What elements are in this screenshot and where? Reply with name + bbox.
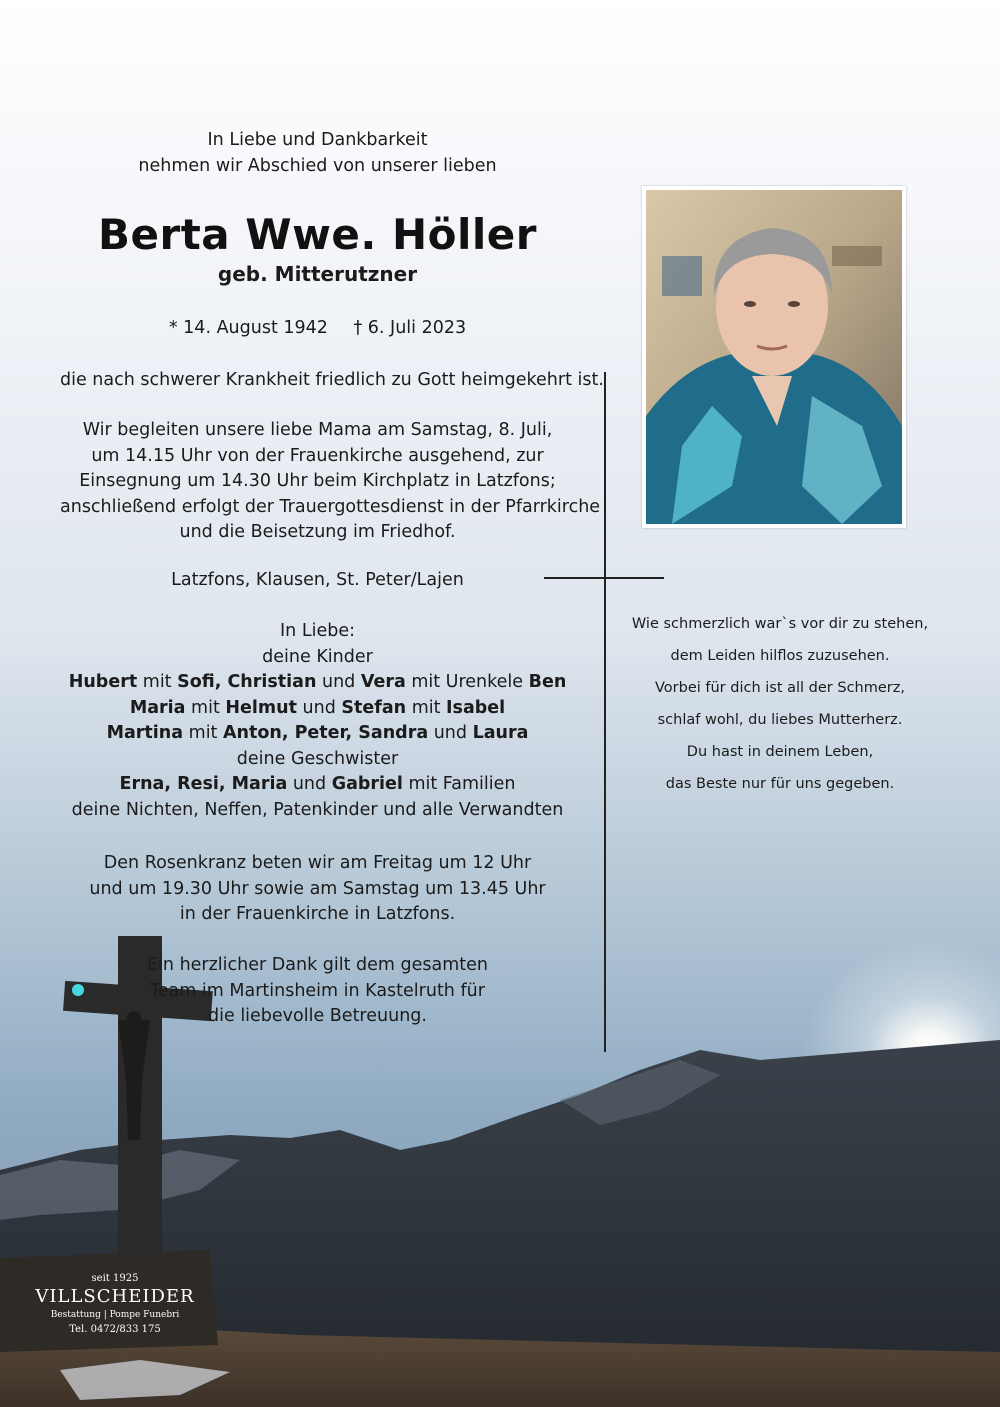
intro-block <box>60 128 575 179</box>
mourners-block <box>60 619 575 823</box>
places-text: Latzfons, Klausen, St. Peter/Lajen <box>171 570 464 590</box>
intro-line-2: nehmen wir Abschied von unserer lieben <box>138 155 497 176</box>
thanks-text: Ein herzlicher Dank gilt dem gesamten Team im Martinsheim in Kastelruth für die liebevolle Betreuung. <box>147 955 488 1026</box>
portrait-image <box>642 186 906 528</box>
mourners-row-1: Hubert mit Sofi, Christian und Vera mit Urenkele Ben <box>68 672 567 692</box>
portrait-photo <box>642 186 906 528</box>
birth-date: * 14. August 1942 <box>168 318 328 338</box>
mourners-row-3: Martina mit Anton, Peter, Sandra und Laura <box>106 723 529 743</box>
children-label: deine Kinder <box>262 646 373 667</box>
rosary-text: Den Rosenkranz beten wir am Freitag um 12 Uhr und um 19.30 Uhr sowie am Samstag um 13.45 Uhr in der Frauenkirche in Latzfons. <box>89 853 546 924</box>
mourners-row-2: Maria mit Helmut und Stefan mit Isabel <box>129 697 506 718</box>
intro-line-1: In Liebe und Dankbarkeit <box>207 130 428 150</box>
poem-block: Wie schmerzlich war`s vor dir zu stehen, dem Leiden hilflos zuzusehen. Vorbei für dich ist all der Schmerz, schlaf wohl, du liebes Mutterherz. Du hast in deinem Leben, das Beste nur für uns gegeben. <box>631 616 929 792</box>
logo-phone: Tel. 0472/833 175 <box>69 1324 161 1335</box>
logo-name: VILLSCHEIDER <box>35 1286 195 1307</box>
birth-name: geb. Mitterutzner <box>217 262 418 286</box>
life-dates <box>60 316 575 342</box>
death-date: † 6. Juli 2023 <box>353 318 467 338</box>
mourners-row-4: Erna, Resi, Maria und Gabriel mit Familien <box>119 774 516 794</box>
funeral-home-logo <box>30 1272 200 1338</box>
funeral-text: Wir begleiten unsere liebe Mama am Samstag, 8. Juli, um 14.15 Uhr von der Frauenkirche ausgehend, zur Einsegnung um 14.30 Uhr beim Kirchplatz in Latzfons; anschließend erfolgt der Trauergottesdienst in der Pfarrkirche und die Beisetzung im Friedhof. <box>60 420 601 542</box>
passing-text: die nach schwerer Krankheit friedlich zu Gott heimgekehrt ist. <box>60 370 604 390</box>
logo-since: seit 1925 <box>91 1273 139 1284</box>
name-block <box>60 210 575 288</box>
siblings-label: deine Geschwister <box>236 748 399 769</box>
logo-subtitle: Bestattung | Pompe Funebri <box>50 1310 180 1320</box>
relatives-line: deine Nichten, Neffen, Patenkinder und alle Verwandten <box>71 799 564 820</box>
deceased-name: Berta Wwe. Höller <box>98 210 537 259</box>
in-love-label: In Liebe: <box>280 621 355 641</box>
